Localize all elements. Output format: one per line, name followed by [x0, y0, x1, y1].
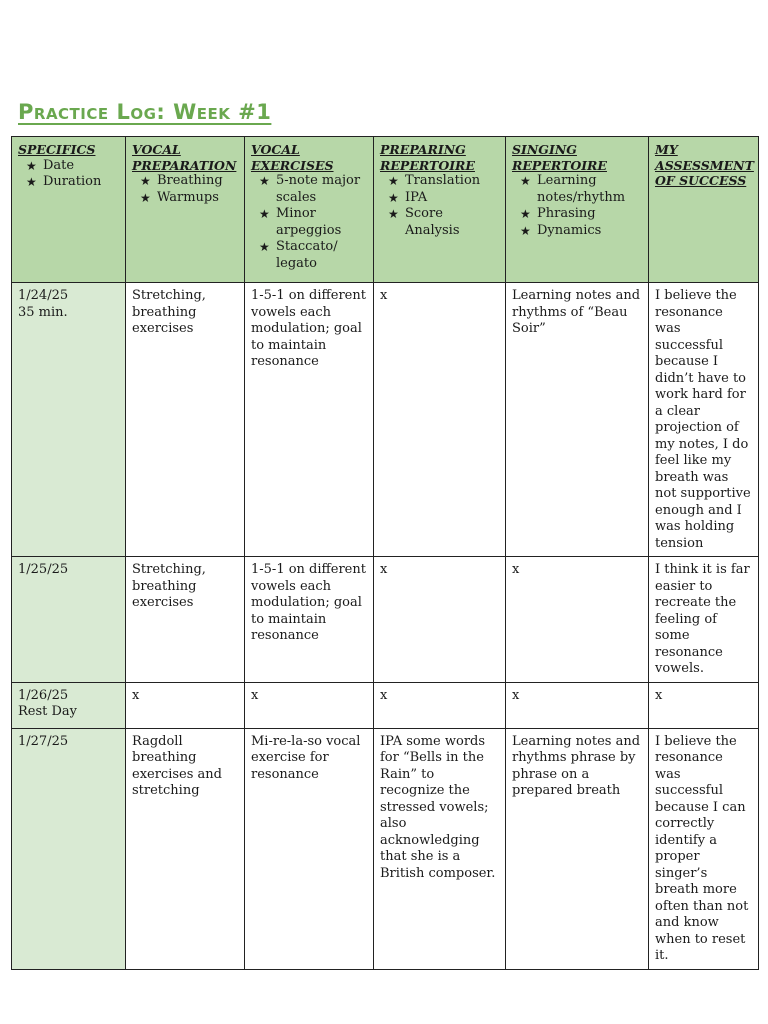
star-icon: ★ — [259, 174, 270, 188]
bullet-item: ★ Minor arpeggios — [259, 206, 342, 238]
singing-repertoire-cell: x — [506, 682, 649, 728]
assessment-cell: x — [649, 682, 759, 728]
star-icon: ★ — [388, 207, 399, 221]
date-cell — [12, 557, 126, 683]
vocal-exercises-cell: 1-5-1 on different vowels each modulation; goal to maintain resonance — [245, 283, 374, 557]
singing-repertoire-cell: Learning notes and rhythms phrase by phrase on a prepared breath — [506, 728, 649, 969]
bullet-item: ★ 5-note major scales — [259, 173, 361, 205]
vocal-preparation-cell: Stretching, breathing exercises — [126, 283, 245, 557]
page-title: Practice Log: Week #1 — [18, 100, 272, 124]
bullet-item: ★ Phrasing — [520, 206, 596, 221]
header-preparing-repertoire — [374, 137, 506, 283]
bullet-item: ★ Learning notes/rhythm — [520, 173, 626, 205]
bullet-item: ★ IPA — [388, 189, 428, 205]
star-icon: ★ — [388, 190, 399, 205]
duration-text: Rest Day — [18, 704, 78, 719]
table-row — [12, 557, 759, 683]
preparing-repertoire-cell: x — [374, 283, 506, 557]
bullet-item: ★ Staccato/ legato — [259, 239, 338, 271]
practice-log-table — [11, 136, 759, 970]
bullet-item: ★ Date — [26, 157, 75, 173]
header-specifics — [12, 137, 126, 283]
date-cell — [12, 682, 126, 728]
vocal-exercises-cell: Mi-re-la-so vocal exercise for resonance — [245, 728, 374, 969]
assessment-cell: I think it is far easier to recreate the feeling of some resonance vowels. — [649, 557, 759, 683]
bullet-item: ★ Breathing — [140, 173, 223, 188]
date-cell — [12, 283, 126, 557]
singing-repertoire-cell: x — [506, 557, 649, 683]
assessment-cell: I believe the resonance was successful because I can correctly identify a proper singer’s breath more often than not and know when to reset it. — [649, 728, 759, 969]
header-vocal-exercises — [245, 137, 374, 283]
table-row — [12, 682, 759, 728]
star-icon: ★ — [26, 158, 37, 173]
star-icon: ★ — [388, 174, 399, 188]
bullet-item: ★ Dynamics — [520, 222, 602, 238]
date-text: 1/27/25 — [18, 733, 69, 749]
preparing-repertoire-cell: x — [374, 682, 506, 728]
star-icon: ★ — [520, 207, 531, 221]
star-icon: ★ — [140, 190, 151, 205]
date-text: 1/26/25 — [18, 687, 69, 703]
star-icon: ★ — [520, 223, 531, 238]
header-title: PREPARING REPERTOIRE — [380, 142, 475, 173]
header-title: VOCAL EXERCISES — [251, 142, 334, 173]
star-icon: ★ — [26, 175, 37, 189]
vocal-preparation-cell: Ragdoll breathing exercises and stretching — [126, 728, 245, 969]
bullet-item: ★ Duration — [26, 174, 102, 189]
star-icon: ★ — [259, 207, 270, 221]
duration-text: 35 min. — [18, 304, 68, 320]
table-header-row — [12, 137, 759, 283]
assessment-cell: I believe the resonance was successful because I didn’t have to work hard for a clear projection of my notes, I do feel like my breath was not supportive enough and I was holding tension — [649, 283, 759, 557]
vocal-exercises-cell: x — [245, 682, 374, 728]
header-title: MY ASSESSMENT OF SUCCESS — [655, 142, 754, 188]
star-icon: ★ — [520, 174, 531, 188]
table-row — [12, 283, 759, 557]
header-title: VOCAL PREPARATION — [132, 142, 237, 173]
header-assessment — [649, 137, 759, 283]
header-singing-repertoire — [506, 137, 649, 283]
date-text: 1/24/25 — [18, 288, 69, 303]
singing-repertoire-cell: Learning notes and rhythms of “Beau Soir” — [506, 283, 649, 557]
preparing-repertoire-cell: x — [374, 557, 506, 683]
date-cell — [12, 728, 126, 969]
bullet-item: ★ Score Analysis — [388, 206, 460, 238]
vocal-preparation-cell: Stretching, breathing exercises — [126, 557, 245, 683]
header-vocal-preparation — [126, 137, 245, 283]
vocal-preparation-cell: x — [126, 682, 245, 728]
header-title: SPECIFICS — [18, 142, 96, 157]
star-icon: ★ — [140, 174, 151, 188]
table-row — [12, 728, 759, 969]
bullet-item: ★ Warmups — [140, 189, 219, 205]
vocal-exercises-cell: 1-5-1 on different vowels each modulation; goal to maintain resonance — [245, 557, 374, 683]
date-text: 1/25/25 — [18, 562, 69, 577]
star-icon: ★ — [259, 240, 270, 254]
header-title: SINGING REPERTOIRE — [512, 142, 607, 173]
bullet-item: ★ Translation — [388, 173, 481, 188]
preparing-repertoire-cell: IPA some words for “Bells in the Rain” to recognize the stressed vowels; also acknowledging that she is a British composer. — [374, 728, 506, 969]
